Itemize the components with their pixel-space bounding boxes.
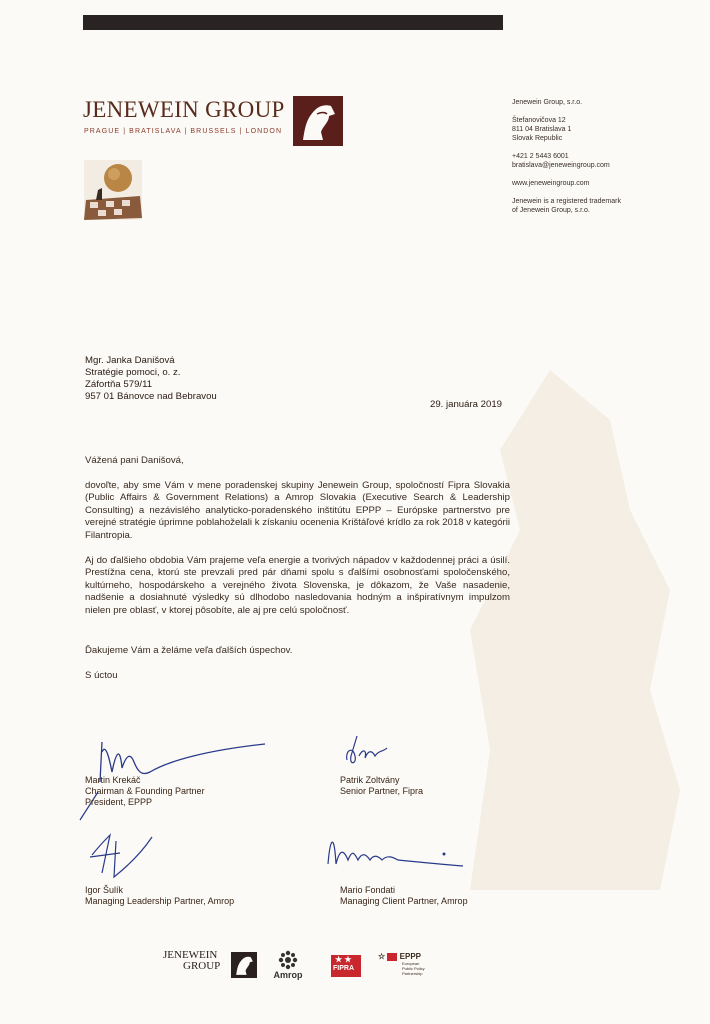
signatory-1-title1: Chairman & Founding Partner (85, 786, 205, 796)
signatory-1 (85, 775, 205, 808)
trademark-line-1: Jenewein is a registered trademark (512, 198, 621, 205)
city: 811 04 Bratislava 1 (512, 126, 572, 133)
eppp-flag-icon (387, 953, 397, 961)
email: bratislava@jeneweingroup.com (512, 162, 610, 169)
recipient-name: Mgr. Janka Danišová (85, 355, 175, 366)
signatory-1-name: Martin Krekáč (85, 775, 141, 785)
paragraph-3: Ďakujeme Vám a želáme veľa ďalších úspechov. (85, 645, 293, 656)
footer-amrop-logo (268, 950, 308, 980)
signatory-1-title2: President, EPPP (85, 797, 153, 807)
top-bar (83, 15, 503, 30)
recipient-address (85, 355, 217, 403)
recipient-org: Stratégie pomoci, o. z. (85, 367, 181, 378)
signature-zoltvany (335, 730, 395, 772)
brand-cities: PRAGUE | BRATISLAVA | BRUSSELS | LONDON (84, 128, 283, 135)
footer-eppp-logo (378, 952, 425, 976)
fipra-stars-icon: ★ ★ (335, 955, 352, 964)
footer-horse-head-icon (231, 952, 257, 978)
signatory-4 (340, 885, 468, 907)
phone: +421 2 5443 6001 (512, 153, 569, 160)
horse-head-icon (293, 96, 343, 146)
signature-fondati (318, 820, 468, 880)
brand-name: JENEWEIN GROUP (83, 97, 285, 122)
recipient-street: Záfortňa 579/11 (85, 379, 153, 390)
chess-globe-photo (84, 160, 142, 220)
signature-sulik (80, 825, 170, 885)
eppp-label (378, 952, 425, 961)
eppp-text: EPPP (399, 952, 421, 961)
eppp-sub-2: Public Policy (402, 966, 425, 971)
recipient-city: 957 01 Bánovce nad Bebravou (85, 391, 217, 402)
website: www.jeneweingroup.com (512, 180, 590, 187)
footer-jenewein-logo (163, 950, 258, 990)
fipra-label: FIPRA (333, 965, 354, 972)
country: Slovak Republic (512, 135, 563, 142)
street: Štefanovičova 12 (512, 117, 566, 124)
signatory-2-title1: Senior Partner, Fipra (340, 786, 424, 796)
footer-fipra-logo (331, 955, 361, 977)
signatory-2-name: Patrik Zoltvány (340, 775, 400, 785)
salutation: Vážená pani Danišová, (85, 455, 184, 466)
signatory-4-name: Mario Fondati (340, 885, 396, 895)
eppp-sub-3: Partnership (402, 971, 423, 976)
jenewein-logo (83, 97, 345, 145)
trademark-line-2: of Jenewein Group, s.r.o. (512, 207, 590, 214)
paragraph-2: Aj do ďalšieho obdobia Vám prajeme veľa energie a tvorivých nápadov v každodennej práci a úsilí. Prestížna cena, ktorú ste prevzali pred pár dňami spolu s ďalšími osobnosťami spoločenského, kultúrneho, hospodárskeho a verejného života Slovenska, je dôkazom, že Vaše nasadenie, nadšenie a dosiahnuté výsledky sú dlhodobo nasledovania hodným a inšpiratívnym impulzom nielen pre oblasť, v ktorej pôsobíte, ale aj pre celú spoločnosť. (85, 555, 510, 616)
closing: S úctou (85, 670, 118, 681)
amrop-label: Amrop (273, 970, 303, 980)
footer-jenewein-line1: JENEWEIN (163, 949, 218, 961)
sender-contact-block (512, 98, 692, 215)
signatory-3-title1: Managing Leadership Partner, Amrop (85, 896, 235, 906)
footer-jenewein-line2: GROUP (183, 960, 221, 972)
signatory-3 (85, 885, 234, 907)
letter-date: 29. januára 2019 (430, 399, 503, 410)
signatory-4-title1: Managing Client Partner, Amrop (340, 896, 468, 906)
company-name: Jenewein Group, s.r.o. (512, 99, 583, 106)
signatory-2 (340, 775, 423, 797)
amrop-flower-icon (278, 950, 298, 970)
eppp-sub-1: European (402, 961, 420, 966)
eppp-sub (402, 961, 425, 976)
paragraph-1: dovoľte, aby sme Vám v mene poradenskej skupiny Jenewein Group, spoločností Fipra Slovakia (Public Affairs & Government Relations) a Amrop Slovakia (Executive Search & Leadership Consulting) a nezávislého analyticko-poradenského inštitútu EPPP – Európske partnerstvo pre verejné stratégie úprimne poblahoželali k získaniu ocenenia Krištáľové krídlo za rok 2018 v kategórii Filantropia. (85, 480, 510, 541)
signatory-3-name: Igor Šulík (85, 885, 124, 895)
eppp-stars-icon: ☆ (378, 952, 386, 961)
